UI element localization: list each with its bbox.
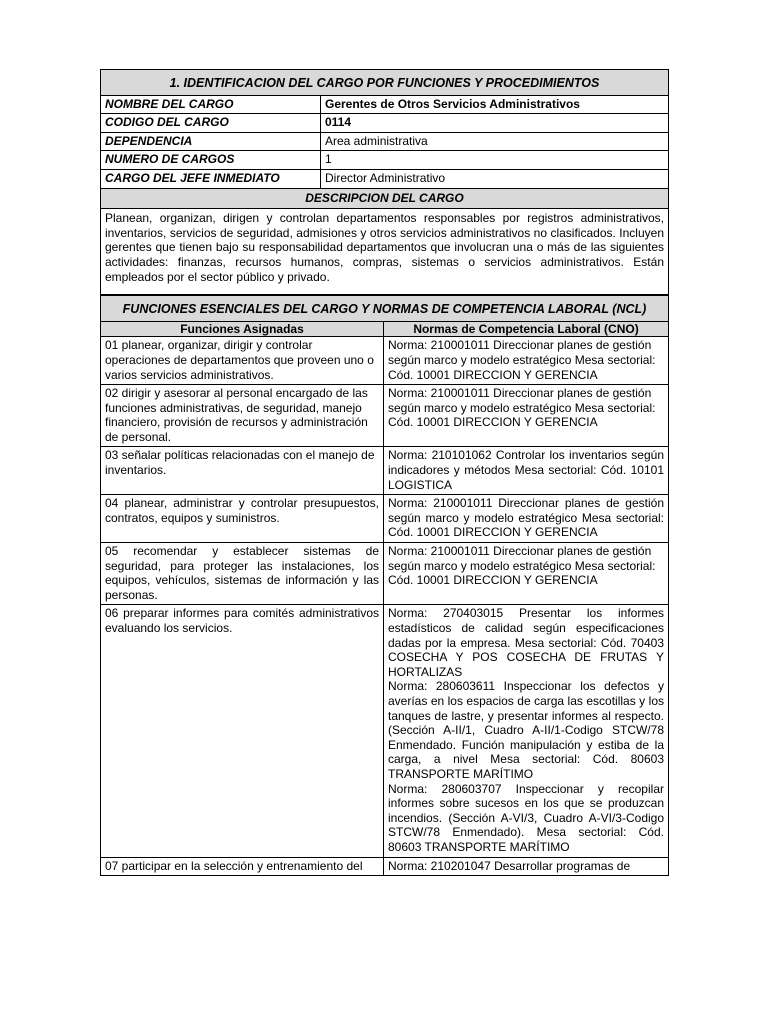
norma-entry: Norma: 270403015 Presentar los informes estadísticos de calidad según especificaciones dadas por la empresa. Mesa sectorial: Cód. 70403 COSECHA Y POS COSECHA DE FRUTAS Y HORTALIZAS	[388, 606, 664, 679]
section-header-descripcion: DESCRIPCION DEL CARGO	[101, 188, 669, 209]
funcion-cell: 01 planear, organizar, dirigir y controlar operaciones de departamentos que proveen uno o varios servicios administrativos.	[101, 337, 384, 385]
table-row	[101, 337, 669, 385]
value-codigo-cargo: 0114	[321, 114, 669, 133]
value-jefe-inmediato: Director Administrativo	[321, 169, 669, 188]
row-codigo-cargo	[101, 114, 669, 133]
document-sheet	[100, 69, 668, 876]
norma-cell: Norma: 210001011 Direccionar planes de gestión según marco y modelo estratégico Mesa sectorial: Cód. 10001 DIRECCION Y GERENCIA	[384, 495, 669, 543]
row-jefe-inmediato	[101, 169, 669, 188]
funcion-cell: 04 planear, administrar y controlar presupuestos, contratos, equipos y suministros.	[101, 495, 384, 543]
label-nombre-cargo: NOMBRE DEL CARGO	[101, 95, 321, 114]
funcion-cell: 03 señalar políticas relacionadas con el manejo de inventarios.	[101, 447, 384, 495]
norma-cell: Norma: 210101062 Controlar los inventarios según indicadores y métodos Mesa sectorial: Cód. 10101 LOGISTICA	[384, 447, 669, 495]
funcion-cell: 05 recomendar y establecer sistemas de seguridad, para proteger las instalaciones, los equipos, vehículos, sistemas de información y las personas.	[101, 543, 384, 605]
section-header-funciones: FUNCIONES ESENCIALES DEL CARGO Y NORMAS DE COMPETENCIA LABORAL (NCL)	[101, 296, 669, 322]
table-row	[101, 543, 669, 605]
table-row	[101, 447, 669, 495]
table-row	[101, 605, 669, 857]
label-codigo-cargo: CODIGO DEL CARGO	[101, 114, 321, 133]
value-nombre-cargo: Gerentes de Otros Servicios Administrativos	[321, 95, 669, 114]
norma-cell: Norma: 210001011 Direccionar planes de gestión según marco y modelo estratégico Mesa sectorial: Cód. 10001 DIRECCION Y GERENCIA	[384, 337, 669, 385]
descripcion-text: Planean, organizan, dirigen y controlan departamentos responsables por registros administrativos, inventarios, servicios de seguridad, admisiones y otros servicios administrativos no clasificados. Incluyen gerentes que tienen bajo su responsabilidad departamentos que involucran una o más de las siguientes actividades: finanzas, recursos humanos, compras, sistemas o servicios administrativos. Están empleados por el sector público y privado.	[101, 209, 669, 295]
table-row	[101, 857, 669, 876]
table-row	[101, 385, 669, 447]
norma-cell: Norma: 210001011 Direccionar planes de gestión según marco y modelo estratégico Mesa sectorial: Cód. 10001 DIRECCION Y GERENCIA	[384, 385, 669, 447]
column-header-funciones: Funciones Asignadas	[101, 321, 384, 337]
norma-cell: Norma: 210001011 Direccionar planes de gestión según marco y modelo estratégico Mesa sectorial: Cód. 10001 DIRECCION Y GERENCIA	[384, 543, 669, 605]
funcion-cell: 06 preparar informes para comités administrativos evaluando los servicios.	[101, 605, 384, 857]
row-numero-cargos	[101, 151, 669, 170]
column-header-normas: Normas de Competencia Laboral (CNO)	[384, 321, 669, 337]
funcion-cell: 02 dirigir y asesorar al personal encargado de las funciones administrativas, de seguridad, manejo financiero, provisión de recursos y administración de personal.	[101, 385, 384, 447]
norma-entry: Norma: 280603707 Inspeccionar y recopilar informes sobre sucesos en los que se produzcan incendios. (Sección A-VI/3, Cuadro A-VI/3-Codigo STCW/78 Enmendado). Mesa sectorial: Cód. 80603 TRANSPORTE MARÍTIMO	[388, 781, 664, 854]
norma-cell: Norma: 210201047 Desarrollar programas de	[384, 857, 669, 876]
funciones-table	[100, 295, 669, 876]
label-numero-cargos: NUMERO DE CARGOS	[101, 151, 321, 170]
identificacion-table	[100, 69, 669, 295]
label-jefe-inmediato: CARGO DEL JEFE INMEDIATO	[101, 169, 321, 188]
funcion-cell: 07 participar en la selección y entrenamiento del	[101, 857, 384, 876]
norma-entry: Norma: 280603611 Inspeccionar los defectos y averías en los espacios de carga las escotillas y los tanques de lastre, y presentar informes al respecto. (Sección A-II/1, Cuadro A-II/1-Codigo STCW/78 Enmendado. Función manipulación y estiba de la carga, a nivel Mesa sectorial: Cód. 80603 TRANSPORTE MARÍTIMO	[388, 679, 664, 781]
value-numero-cargos: 1	[321, 151, 669, 170]
table-row	[101, 495, 669, 543]
row-nombre-cargo	[101, 95, 669, 114]
label-dependencia: DEPENDENCIA	[101, 132, 321, 151]
norma-cell	[384, 605, 669, 857]
row-dependencia	[101, 132, 669, 151]
section-header-identificacion: 1. IDENTIFICACION DEL CARGO POR FUNCIONES Y PROCEDIMIENTOS	[101, 70, 669, 96]
value-dependencia: Area administrativa	[321, 132, 669, 151]
